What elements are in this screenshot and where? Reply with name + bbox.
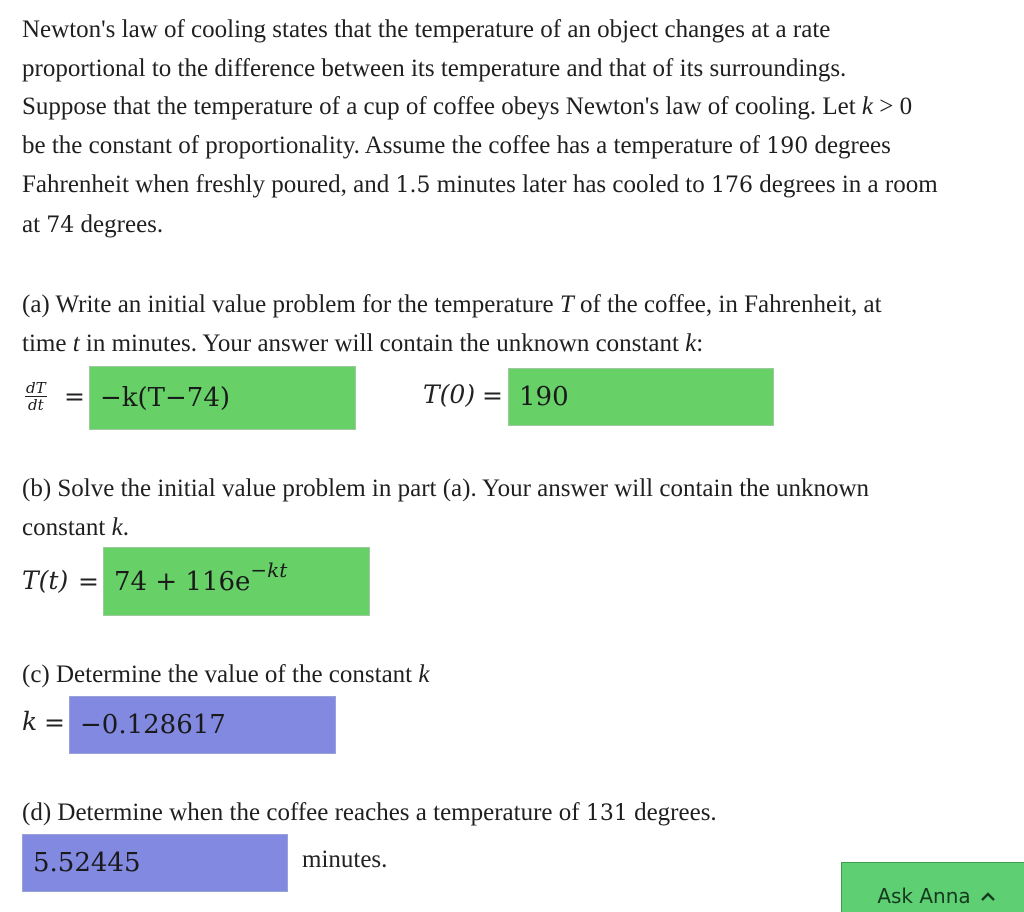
solution-label: T(t)	[22, 566, 69, 595]
equals-sign: =	[482, 381, 503, 410]
k-answer-field[interactable]: −0.128617	[69, 696, 336, 754]
part-a-prompt: (a) Write an initial value problem for the temperature T of the coffee, in Fahrenheit, at time t in minutes. Your answer will contain the unknown constant k:	[22, 291, 882, 357]
equals-sign: =	[78, 567, 99, 596]
minutes-unit: minutes.	[302, 846, 388, 873]
problem-statement	[22, 11, 1018, 245]
chevron-up-icon	[981, 886, 995, 905]
intro-line: Suppose that the temperature of a cup of coffee obeys Newton's law of cooling. Let k > 0	[22, 93, 913, 120]
k-label: k	[22, 707, 38, 736]
initial-condition-label: T(0)	[423, 380, 476, 409]
equals-sign: =	[64, 382, 85, 411]
time-answer-field[interactable]: 5.52445	[22, 834, 288, 892]
equals-sign: =	[44, 708, 65, 737]
derivative-fraction: $\frac{dT}{dt}$	[26, 379, 46, 414]
ode-answer-field[interactable]: −k(T−74)	[89, 366, 356, 430]
part-b-prompt: (b) Solve the initial value problem in part (a). Your answer will contain the unknown constant k.	[22, 475, 870, 541]
initial-condition-answer-field[interactable]: 190	[508, 368, 774, 426]
intro-line: at 74 degrees.	[22, 210, 164, 238]
intro-line: proportional to the difference between its temperature and that of its surroundings.	[22, 54, 847, 82]
solution-answer-field[interactable]: 74 + 116e −kt	[103, 547, 370, 616]
intro-line: be the constant of proportionality. Assume the coffee has a temperature of 190 degrees	[22, 131, 891, 159]
part-d-prompt: (d) Determine when the coffee reaches a temperature of 131 degrees.	[22, 799, 717, 826]
intro-line: Fahrenheit when freshly poured, and 1.5 minutes later has cooled to 176 degrees in a room	[22, 171, 938, 198]
intro-line: Newton's law of cooling states that the temperature of an object changes at a rate	[22, 16, 831, 43]
part-c-prompt: (c) Determine the value of the constant k	[22, 661, 430, 688]
ask-anna-button[interactable]: Ask Anna	[841, 862, 1024, 912]
